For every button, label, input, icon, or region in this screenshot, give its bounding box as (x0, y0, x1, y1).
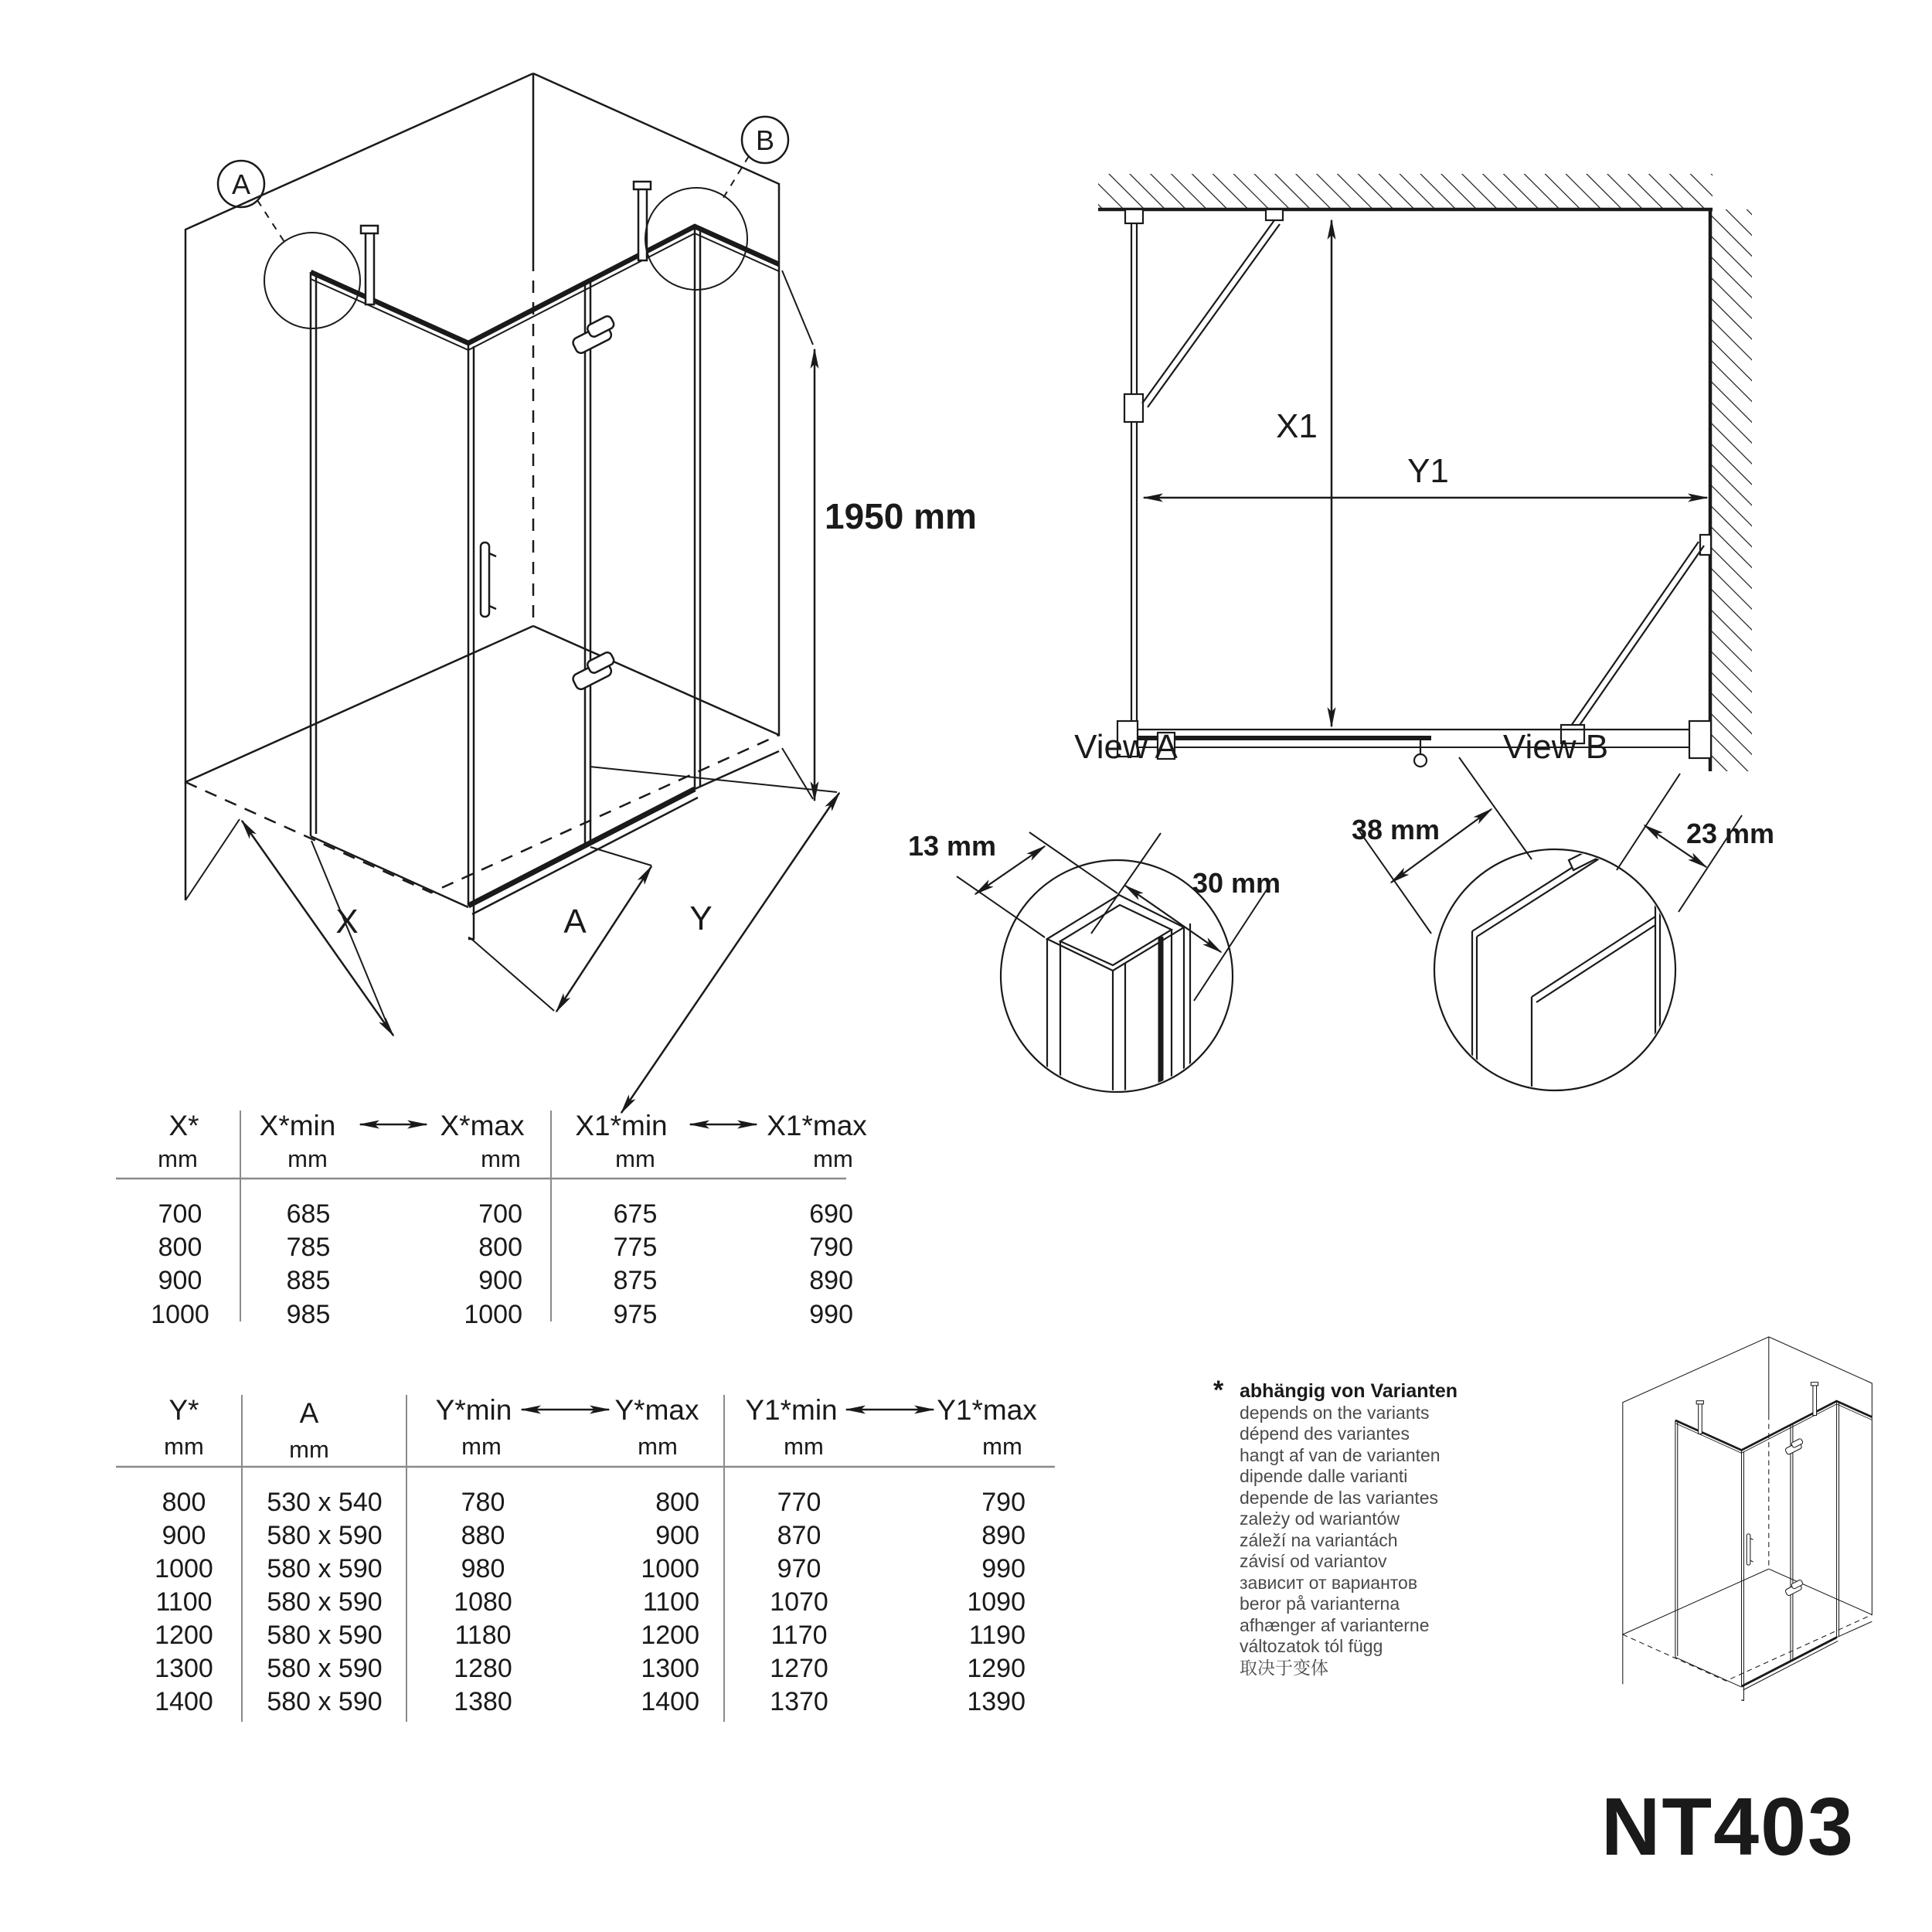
svg-text:980: 980 (461, 1554, 505, 1583)
dim-xay-lines (185, 767, 839, 1113)
svg-text:770: 770 (777, 1488, 821, 1517)
svg-text:900: 900 (478, 1266, 522, 1295)
svg-text:880: 880 (461, 1521, 505, 1550)
dim-y1-label: Y1 (1407, 452, 1449, 490)
footnote-line: зависит от вариантов (1240, 1573, 1418, 1593)
footnote-line: dépend des variantes (1240, 1423, 1410, 1444)
unit-label: mm (164, 1433, 204, 1460)
table-row (155, 1587, 1026, 1617)
svg-text:1300: 1300 (641, 1654, 699, 1683)
table-x (116, 1110, 867, 1329)
svg-text:900: 900 (158, 1266, 202, 1295)
svg-text:1170: 1170 (770, 1621, 828, 1650)
footnote-line: depende de las variantes (1240, 1488, 1439, 1508)
svg-text:890: 890 (981, 1521, 1026, 1550)
svg-text:885: 885 (286, 1266, 331, 1295)
svg-text:1300: 1300 (155, 1654, 213, 1683)
unit-label: mm (813, 1145, 853, 1172)
svg-text:1080: 1080 (454, 1587, 512, 1617)
svg-text:1380: 1380 (454, 1687, 512, 1716)
dim-height-label: 1950 mm (825, 496, 977, 536)
svg-text:580 x 590: 580 x 590 (267, 1654, 383, 1683)
svg-text:890: 890 (809, 1266, 853, 1295)
plan-front-assembly (1117, 721, 1711, 767)
svg-text:900: 900 (655, 1521, 699, 1550)
svg-text:990: 990 (981, 1554, 1026, 1583)
svg-text:530 x 540: 530 x 540 (267, 1488, 383, 1517)
footnote-line: dipende dalle varianti (1240, 1466, 1408, 1486)
iso-drawing (185, 73, 977, 1113)
col-header: X1*min (575, 1110, 668, 1141)
view-b-title: View B (1502, 728, 1609, 766)
detail-b-letter: B (755, 124, 775, 156)
view-a (908, 728, 1281, 1122)
col-header: Y1*min (745, 1394, 838, 1426)
footnote-line: beror på varianterna (1240, 1594, 1400, 1614)
wall-hatch-right (1710, 209, 1752, 771)
svg-text:580 x 590: 580 x 590 (267, 1687, 383, 1716)
dim-height (782, 270, 815, 801)
footnote-line: változatok tól függ (1240, 1636, 1383, 1656)
table-y-headers (168, 1394, 1037, 1429)
unit-label: mm (638, 1433, 678, 1460)
footnote-line: závisí od variantov (1240, 1551, 1387, 1571)
footnote-line: záleží na variantách (1240, 1530, 1398, 1550)
table-row (158, 1266, 853, 1295)
col-header: X* (168, 1110, 199, 1141)
wall-hatch-top (1098, 174, 1713, 209)
view-b-circle (1434, 849, 1675, 1090)
table-row (162, 1488, 1026, 1517)
svg-text:1100: 1100 (642, 1587, 699, 1617)
col-header: A (299, 1397, 319, 1429)
svg-text:1100: 1100 (155, 1587, 213, 1617)
svg-text:580 x 590: 580 x 590 (267, 1554, 383, 1583)
plan-door-handle (1414, 754, 1427, 767)
svg-text:1190: 1190 (968, 1621, 1026, 1650)
table-x-headers (168, 1110, 867, 1141)
svg-text:1270: 1270 (770, 1654, 828, 1683)
table-row (155, 1654, 1026, 1683)
svg-text:990: 990 (809, 1300, 853, 1329)
svg-text:970: 970 (777, 1554, 821, 1583)
svg-text:580 x 590: 580 x 590 (267, 1521, 383, 1550)
col-header: X1*max (767, 1110, 867, 1141)
unit-label: mm (481, 1145, 521, 1172)
dim-y-label: Y (689, 900, 713, 937)
plan-brace-left (1142, 209, 1283, 407)
svg-text:700: 700 (478, 1199, 522, 1229)
footnote (1213, 1376, 1458, 1678)
svg-text:780: 780 (461, 1488, 505, 1517)
col-header: Y*max (614, 1394, 699, 1426)
dim-x-label: X (335, 903, 359, 940)
col-header: Y*min (435, 1394, 512, 1426)
svg-text:1390: 1390 (967, 1687, 1026, 1716)
svg-text:785: 785 (286, 1233, 331, 1262)
view-b-width-label: 38 mm (1351, 814, 1440, 845)
svg-text:800: 800 (655, 1488, 699, 1517)
svg-text:1400: 1400 (155, 1687, 213, 1716)
col-header: X*max (440, 1110, 525, 1141)
svg-text:700: 700 (158, 1199, 202, 1229)
svg-text:1000: 1000 (151, 1300, 209, 1329)
footnote-line: depends on the variants (1240, 1403, 1430, 1423)
unit-label: mm (158, 1145, 198, 1172)
svg-text:1280: 1280 (454, 1654, 512, 1683)
table-row (151, 1300, 853, 1329)
table-y-rules (116, 1395, 1055, 1722)
svg-text:975: 975 (613, 1300, 658, 1329)
unit-label: mm (461, 1433, 502, 1460)
view-a-title: View A (1074, 728, 1178, 766)
svg-text:1180: 1180 (454, 1621, 512, 1650)
table-x-units (158, 1145, 853, 1172)
view-a-profile-sketch (1047, 895, 1190, 1122)
unit-label: mm (289, 1436, 329, 1463)
svg-text:1070: 1070 (770, 1587, 828, 1617)
col-header: Y1*max (937, 1394, 1037, 1426)
table-row (155, 1621, 1026, 1650)
dim-x1-label: X1 (1276, 407, 1318, 445)
plan-view (1098, 174, 1752, 771)
table-row (162, 1521, 1026, 1550)
svg-text:790: 790 (981, 1488, 1026, 1517)
svg-text:675: 675 (613, 1199, 658, 1229)
table-row (155, 1554, 1026, 1583)
svg-text:1290: 1290 (967, 1654, 1026, 1683)
footnote-line: afhænger af varianterne (1240, 1615, 1430, 1635)
view-b-dims (1359, 757, 1742, 934)
view-a-depth-label: 13 mm (907, 830, 997, 862)
unit-label: mm (784, 1433, 824, 1460)
svg-text:985: 985 (286, 1300, 331, 1329)
unit-label: mm (982, 1433, 1022, 1460)
unit-label: mm (287, 1145, 328, 1172)
svg-text:1000: 1000 (641, 1554, 699, 1583)
table-row (158, 1199, 853, 1229)
product-thumbnail (1623, 1337, 1872, 1700)
dim-a-label: A (563, 903, 587, 940)
svg-text:690: 690 (809, 1199, 853, 1229)
svg-text:1000: 1000 (155, 1554, 213, 1583)
svg-text:1370: 1370 (770, 1687, 828, 1716)
svg-text:1090: 1090 (967, 1587, 1026, 1617)
product-code: NT403 (1600, 1781, 1855, 1872)
view-b-profile-sketch (1472, 836, 1660, 1097)
footnote-line: 取决于变体 (1240, 1658, 1328, 1678)
svg-text:580 x 590: 580 x 590 (267, 1621, 383, 1650)
svg-text:900: 900 (162, 1521, 206, 1550)
svg-text:800: 800 (158, 1233, 202, 1262)
svg-text:1000: 1000 (464, 1300, 522, 1329)
table-row (158, 1233, 853, 1262)
col-header: Y* (168, 1394, 199, 1426)
svg-text:790: 790 (809, 1233, 853, 1262)
plan-brace-right (1561, 535, 1711, 743)
table-y (116, 1394, 1055, 1722)
svg-text:1200: 1200 (641, 1621, 699, 1650)
col-header: X*min (259, 1110, 336, 1141)
svg-text:800: 800 (478, 1233, 522, 1262)
detail-a-letter: A (231, 168, 251, 200)
view-b (1352, 728, 1774, 1097)
footnote-star: * (1213, 1376, 1224, 1405)
footnote-line: hangt af van de varianten (1240, 1445, 1440, 1465)
svg-text:1400: 1400 (641, 1687, 699, 1716)
svg-text:685: 685 (286, 1199, 331, 1229)
svg-text:870: 870 (777, 1521, 821, 1550)
footnote-title: abhängig von Varianten (1240, 1380, 1458, 1402)
plan-left-glass (1124, 209, 1143, 730)
footnote-line: zależy od wariantów (1240, 1509, 1400, 1529)
svg-text:800: 800 (162, 1488, 206, 1517)
view-a-width-label: 30 mm (1192, 867, 1281, 899)
unit-label: mm (615, 1145, 655, 1172)
table-y-units (164, 1433, 1022, 1463)
svg-text:1200: 1200 (155, 1621, 213, 1650)
svg-text:775: 775 (613, 1233, 658, 1262)
table-row (155, 1687, 1026, 1716)
svg-text:875: 875 (613, 1266, 658, 1295)
view-b-gap-label: 23 mm (1685, 818, 1775, 849)
svg-text:580 x 590: 580 x 590 (267, 1587, 383, 1617)
